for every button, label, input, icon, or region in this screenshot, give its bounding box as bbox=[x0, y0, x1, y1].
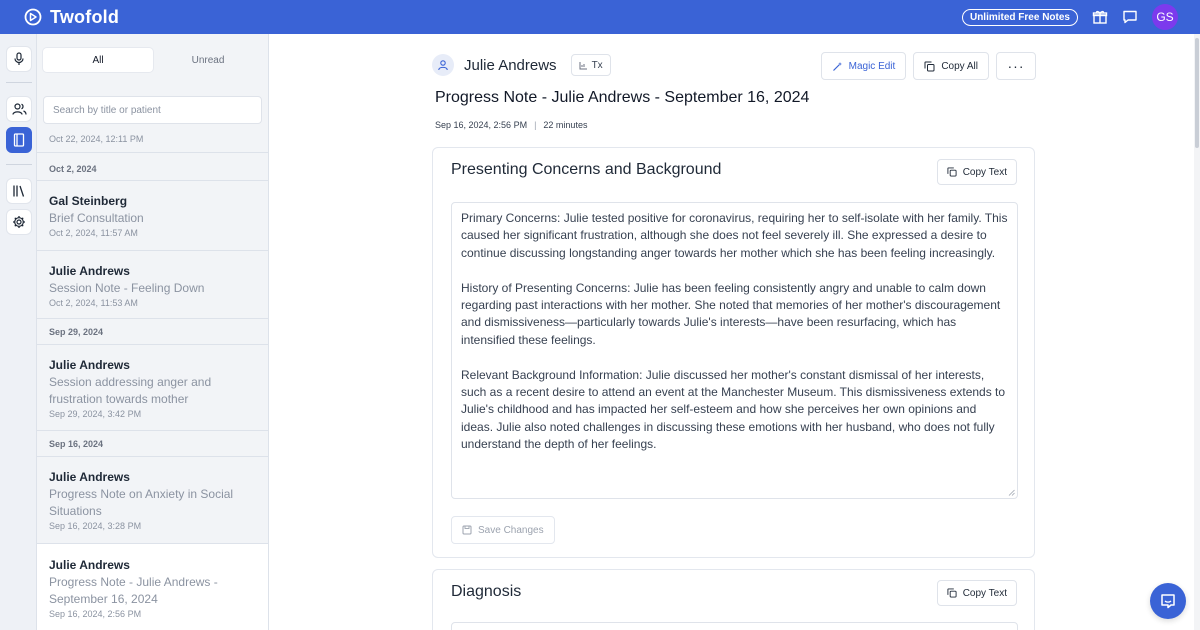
note-list-item-selected[interactable] bbox=[37, 544, 269, 630]
section-card-diagnosis bbox=[432, 569, 1035, 630]
note-timestamp: Sep 16, 2024, 3:28 PM bbox=[49, 521, 142, 531]
copy-icon bbox=[947, 588, 957, 598]
copy-icon bbox=[924, 61, 935, 72]
magic-edit-button[interactable] bbox=[821, 52, 907, 80]
magic-edit-label: Magic Edit bbox=[848, 60, 896, 72]
rail-divider bbox=[6, 164, 32, 165]
section-title: Diagnosis bbox=[451, 583, 522, 600]
note-list-item[interactable] bbox=[37, 264, 269, 308]
copy-icon bbox=[947, 167, 957, 177]
note-timestamp: Sep 16, 2024, 2:56 PM bbox=[49, 609, 142, 619]
settings-button[interactable] bbox=[6, 209, 32, 235]
brand[interactable] bbox=[24, 7, 119, 28]
save-icon bbox=[462, 525, 472, 535]
note-timestamp: Oct 2, 2024, 11:57 AM bbox=[49, 228, 138, 238]
record-button[interactable] bbox=[6, 46, 32, 72]
save-changes-label: Save Changes bbox=[478, 524, 544, 536]
library-icon bbox=[12, 184, 26, 198]
patient-avatar[interactable] bbox=[432, 54, 454, 76]
list-divider bbox=[37, 318, 269, 319]
gift-icon[interactable] bbox=[1092, 9, 1108, 25]
note-heading: Progress Note - Julie Andrews - September 16, 2024 bbox=[435, 89, 810, 106]
chat-icon[interactable] bbox=[1122, 9, 1138, 25]
copy-text-label: Copy Text bbox=[962, 587, 1007, 599]
filter-tabs bbox=[43, 48, 263, 72]
note-list-item[interactable] bbox=[37, 358, 269, 419]
note-datetime: Sep 16, 2024, 2:56 PM bbox=[435, 120, 528, 130]
note-list-item[interactable] bbox=[37, 194, 269, 238]
paragraph-background: Relevant Background Information: Julie discussed her mother's constant dismissal of her interests, such as a recent desire to attend an event at the Manchester Museum. This dismissiveness extends to Julie's childhood and has impacted her self-esteem and how she perceives her own opinions and ideas. Julie also noted challenges in discussing these emotions with her husband, who does not fully understand the depth of her feelings. bbox=[461, 367, 1006, 452]
note-detail bbox=[270, 34, 1194, 630]
gear-icon bbox=[12, 215, 26, 229]
tx-button[interactable] bbox=[571, 54, 611, 76]
list-divider bbox=[37, 456, 269, 457]
notebook-icon bbox=[12, 133, 26, 147]
copy-text-button[interactable] bbox=[937, 580, 1017, 606]
copy-text-button[interactable] bbox=[937, 159, 1017, 185]
section-card-presenting-concerns bbox=[432, 147, 1035, 558]
section-text-area[interactable] bbox=[451, 202, 1018, 499]
section-title: Presenting Concerns and Background bbox=[451, 161, 722, 178]
tab-unread[interactable]: Unread bbox=[191, 54, 225, 66]
list-divider bbox=[37, 344, 269, 345]
date-header: Sep 29, 2024 bbox=[49, 327, 104, 337]
meta-separator: | bbox=[534, 120, 537, 130]
note-timestamp: Sep 29, 2024, 3:42 PM bbox=[49, 409, 142, 419]
magic-wand-icon bbox=[832, 61, 843, 72]
note-patient: Gal Steinberg bbox=[49, 194, 128, 208]
note-list-item[interactable] bbox=[37, 470, 269, 531]
date-header: Sep 16, 2024 bbox=[49, 439, 104, 449]
paragraph-history: History of Presenting Concerns: Julie has been feeling consistently angry and unable to calm down regarding past interactions with her mother. She noted that memories of her mother's discouragement and dismissiveness—particularly towards Julie's interests—have been resurfacing, which has intensified these feelings. bbox=[461, 280, 1001, 347]
app-name: Twofold bbox=[50, 6, 120, 27]
resize-handle-icon[interactable] bbox=[1008, 489, 1015, 496]
notes-sidebar bbox=[37, 34, 269, 630]
list-divider bbox=[37, 152, 269, 153]
tx-label: Tx bbox=[591, 59, 603, 71]
note-timestamp: Oct 2, 2024, 11:53 AM bbox=[49, 298, 138, 308]
note-patient: Julie Andrews bbox=[49, 558, 130, 572]
note-duration: 22 minutes bbox=[543, 120, 588, 130]
search-input[interactable] bbox=[43, 96, 262, 124]
user-avatar[interactable]: GS bbox=[1152, 4, 1178, 30]
tab-all[interactable]: All bbox=[43, 48, 153, 72]
users-icon bbox=[12, 102, 27, 116]
note-title: Progress Note - Julie Andrews - September 16, 2024 bbox=[49, 575, 218, 606]
patient-name[interactable]: Julie Andrews bbox=[464, 56, 557, 74]
chat-bubble-icon bbox=[1159, 592, 1177, 610]
twofold-logo-icon bbox=[24, 8, 42, 26]
scrollbar-thumb[interactable] bbox=[1195, 38, 1199, 148]
note-title: Progress Note on Anxiety in Social Situations bbox=[49, 487, 234, 518]
note-patient: Julie Andrews bbox=[49, 358, 130, 372]
support-chat-button[interactable] bbox=[1150, 583, 1186, 619]
section-text-area[interactable] bbox=[451, 622, 1018, 630]
notes-button[interactable] bbox=[6, 127, 32, 153]
note-patient: Julie Andrews bbox=[49, 470, 130, 484]
copy-all-label: Copy All bbox=[941, 60, 978, 72]
rail-divider bbox=[6, 82, 32, 83]
note-actions bbox=[821, 52, 1036, 80]
patient-header bbox=[432, 52, 611, 78]
note-meta bbox=[435, 120, 587, 130]
top-bar bbox=[0, 0, 1200, 34]
icon-rail bbox=[0, 34, 37, 630]
list-divider bbox=[37, 430, 269, 431]
note-timestamp: Oct 22, 2024, 12:11 PM bbox=[49, 134, 144, 144]
date-header: Oct 2, 2024 bbox=[49, 164, 97, 174]
paragraph-primary-concerns: Primary Concerns: Julie tested positive for coronavirus, requiring her to self-isolate with her family. This caused her significant frustration, although she does not feel severely ill. She expressed a desire to continue discussing longstanding anger towards her mother which she has been feeling increasingly. bbox=[461, 211, 1008, 260]
chart-icon bbox=[579, 61, 588, 70]
copy-text-label: Copy Text bbox=[962, 166, 1007, 178]
save-changes-button[interactable] bbox=[451, 516, 555, 544]
list-divider bbox=[37, 180, 269, 181]
library-button[interactable] bbox=[6, 178, 32, 204]
note-title: Brief Consultation bbox=[49, 211, 144, 225]
note-title: Session addressing anger and frustration towards mother bbox=[49, 375, 212, 406]
more-options-button[interactable]: ··· bbox=[996, 52, 1036, 80]
copy-all-button[interactable] bbox=[913, 52, 989, 80]
person-icon bbox=[437, 59, 449, 71]
note-patient: Julie Andrews bbox=[49, 264, 130, 278]
plan-badge[interactable]: Unlimited Free Notes bbox=[962, 9, 1078, 26]
patients-button[interactable] bbox=[6, 96, 32, 122]
microphone-icon bbox=[12, 52, 26, 66]
note-title: Session Note - Feeling Down bbox=[49, 281, 205, 295]
list-divider bbox=[37, 250, 269, 251]
